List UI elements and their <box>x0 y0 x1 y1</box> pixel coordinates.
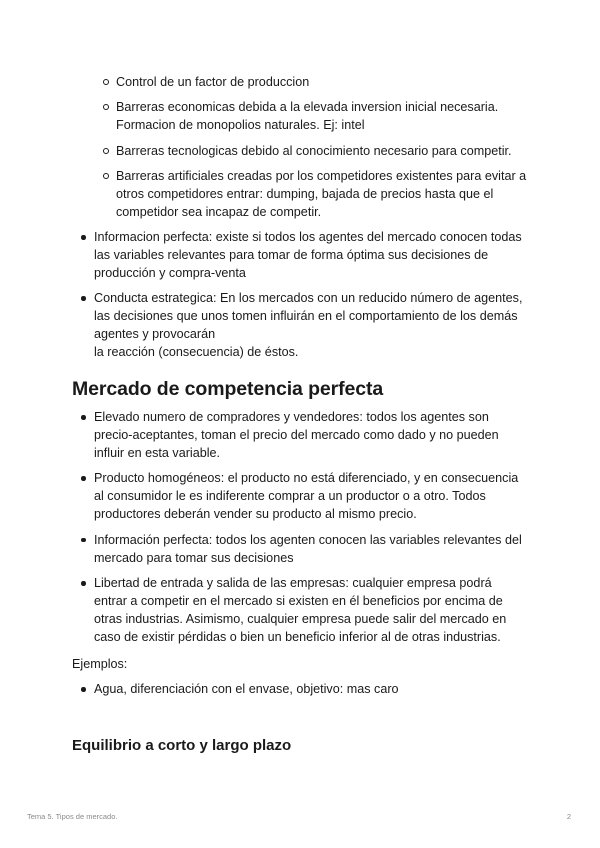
subsection-heading: Equilibrio a corto y largo plazo <box>72 737 292 754</box>
section-heading: Mercado de competencia perfecta <box>72 378 384 400</box>
list-item <box>94 289 524 361</box>
barriers-sublist <box>116 73 536 229</box>
sub-list-item: Control de un factor de produccion <box>116 73 536 91</box>
list-item: Informacion perfecta: existe si todos los agentes del mercado conocen todas las variables relevantes para tomar de forma óptima sus decisiones de producción y compra-venta <box>94 228 524 282</box>
sub-list-item: Barreras tecnologicas debido al conocimiento necesario para competir. <box>116 142 536 160</box>
section-bullet-list <box>94 408 524 654</box>
footer-page-number: 2 <box>566 812 571 821</box>
list-item: Elevado numero de compradores y vendedores: todos los agentes son precio-aceptantes, toman el precio del mercado como dado y no pueden influir en esta variable. <box>94 408 524 462</box>
list-item-text-part1: Conducta estrategica: En los mercados con un reducido número de agentes, las decisiones que unos tomen influirán en el comportamiento de los demás agentes y provocarán <box>94 291 523 342</box>
list-item: Agua, diferenciación con el envase, objetivo: mas caro <box>94 680 524 698</box>
list-item: Producto homogéneos: el producto no está diferenciado, y en consecuencia al consumidor le es indiferente comprar a un productor o a otro. Todos productores deberán vender su producto al mismo precio. <box>94 469 524 523</box>
examples-label: Ejemplos: <box>72 657 128 671</box>
sub-list-item: Barreras economicas debida a la elevada inversion inicial necesaria. Formacion de monopolios naturales. Ej: intel <box>116 98 536 134</box>
examples-list <box>94 680 524 705</box>
footer-doc-title: Tema 5. Tipos de mercado. <box>27 812 118 821</box>
sub-list-item: Barreras artificiales creadas por los competidores existentes para evitar a otros competidores entrar: dumping, bajada de precios hasta que el competidor sea incapaz de competir. <box>116 167 536 221</box>
list-item: Información perfecta: todos los agenten conocen las variables relevantes del mercado para tomar sus decisiones <box>94 531 524 567</box>
list-item-text-part2: la reacción (consecuencia) de éstos. <box>94 345 299 360</box>
list-item: Libertad de entrada y salida de las empresas: cualquier empresa podrá entrar a competir en el mercado si existen en él beneficios por encima de otras industrias. Asimismo, cualquier empresa puede salir del mercado en caso de existir pérdidas o bien un beneficio inferior al de otras industrias. <box>94 574 524 646</box>
top-bullet-list <box>94 228 524 369</box>
